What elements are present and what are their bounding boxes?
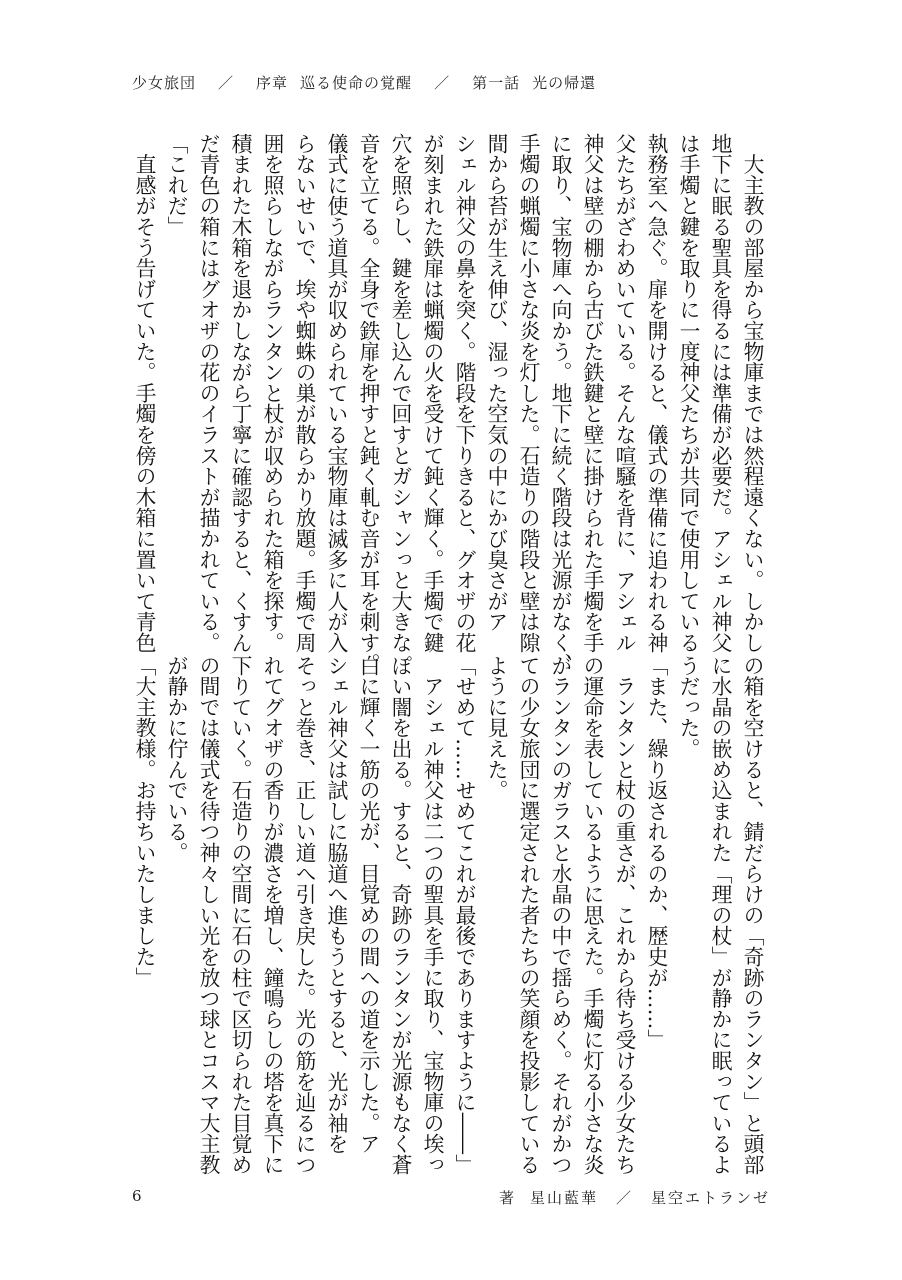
header-separator-1: ／ bbox=[218, 74, 235, 92]
text-line: 神父は壁の棚から古びた鉄鍵と壁に掛けられた手燭を手 bbox=[580, 133, 604, 653]
text-line: の間では儀式を待つ神々しい光を放つ球とコスマ大主教 bbox=[196, 655, 220, 1175]
episode-label: 第一話 bbox=[472, 74, 521, 92]
text-line: 「また、繰り返されるのか、歴史が……」 bbox=[644, 655, 668, 1051]
text-line: ぽい闇を出る。すると、奇跡のランタンが光源もなく蒼 bbox=[388, 655, 412, 1175]
text-line: は手燭と鍵を取りに一度神父たちが共同で使用している bbox=[676, 133, 700, 653]
text-line: ランタンと杖の重さが、これから待ち受ける少女たち bbox=[612, 655, 636, 1175]
text-line: 直感がそう告げていた。手燭を傍の木箱に置いて青色 bbox=[132, 133, 156, 653]
text-line: 「これだ」 bbox=[164, 133, 188, 237]
text-line: 囲を照らしながらランタンと杖が収められた箱を探す。 bbox=[260, 133, 284, 653]
text-line: らないせいで、埃や蜘蛛の巣が散らかり放題。手燭で周 bbox=[292, 133, 316, 653]
text-line: 音を立てる。全身で鉄扉を押すと鈍く軋む音が耳を刺す。 bbox=[356, 133, 380, 674]
body-text-bottom-block bbox=[128, 655, 768, 1175]
text-line: 儀式に使う道具が収められている宝物庫は滅多に人が入 bbox=[324, 133, 348, 653]
text-line: シェル神父は試しに脇道へ進もうとすると、光が袖を bbox=[324, 655, 348, 1155]
text-line: ように見えた。 bbox=[484, 655, 508, 801]
text-line: の運命を表しているように思えた。手燭に灯る小さな炎 bbox=[580, 655, 604, 1175]
episode-title: 光の帰還 bbox=[532, 74, 597, 92]
text-line: 間から苔が生え伸び、湿った空気の中にかび臭さがア bbox=[484, 133, 508, 633]
text-line: うだった。 bbox=[676, 655, 700, 759]
circle-name: 星空エトランゼ bbox=[650, 1189, 770, 1207]
chapter-title: 巡る使命の覚醒 bbox=[300, 74, 413, 92]
text-line: ての少女旅団に選定された者たちの笑顔を投影している bbox=[516, 655, 540, 1175]
text-line: シェル神父の鼻を突く。階段を下りきると、グオザの花 bbox=[452, 133, 476, 653]
author-name: 星山藍華 bbox=[529, 1189, 598, 1207]
text-line: 執務室へ急ぐ。扉を開けると、儀式の準備に追われる神 bbox=[644, 133, 668, 653]
text-line: 積まれた木箱を退かしながら丁寧に確認すると、くすん bbox=[228, 133, 252, 653]
text-line: 白に輝く一筋の光が、目覚めの間への道を示した。ア bbox=[356, 655, 380, 1155]
header-separator-2: ／ bbox=[434, 74, 451, 92]
text-line: 大主教の部屋から宝物庫までは然程遠くない。しかし bbox=[740, 133, 764, 653]
text-line: が静かに佇んでいる。 bbox=[164, 655, 188, 863]
text-line: の箱を空けると、錆だらけの「奇跡のランタン」と頭部 bbox=[740, 655, 764, 1175]
text-line: 下りていく。石造りの空間に石の柱で区切られた目覚め bbox=[228, 655, 252, 1175]
text-line: アシェル神父は二つの聖具を手に取り、宝物庫の埃っ bbox=[420, 655, 444, 1175]
chapter-label: 序章 bbox=[256, 74, 289, 92]
text-line: に取り、宝物庫へ向かう。地下に続く階段は光源がなく、 bbox=[548, 133, 572, 674]
text-line: だ青色の箱にはグオザの花のイラストが描かれている。 bbox=[196, 133, 220, 653]
text-line: 穴を照らし、鍵を差し込んで回すとガシャンっと大きな bbox=[388, 133, 412, 653]
text-line: 父たちがざわめいている。そんな喧騒を背に、アシェル bbox=[612, 133, 636, 653]
text-line: がランタンのガラスと水晶の中で揺らめく。それがかつ bbox=[548, 655, 572, 1175]
text-line: が刻まれた鉄扉は蝋燭の火を受けて鈍く輝く。手燭で鍵 bbox=[420, 133, 444, 653]
text-line: 「せめて……せめてこれが最後でありますように――」 bbox=[452, 655, 476, 1175]
text-line: 「大主教様。お持ちいたしました」 bbox=[132, 655, 156, 988]
text-line: れてグオザの香りが濃さを増し、鐘鳴らしの塔を真下に bbox=[260, 655, 284, 1175]
running-header bbox=[132, 72, 596, 93]
text-line: 地下に眠る聖具を得るには準備が必要だ。アシェル神父 bbox=[708, 133, 732, 653]
text-line: そっと巻き、正しい道へ引き戻した。光の筋を辿るにつ bbox=[292, 655, 316, 1175]
author-prefix: 著 bbox=[498, 1189, 516, 1207]
page-number: 6 bbox=[132, 1187, 142, 1205]
text-line: に水晶の嵌め込まれた「理の杖」が静かに眠っているよ bbox=[708, 655, 732, 1175]
author-credit bbox=[499, 1187, 770, 1208]
footer-separator: ／ bbox=[615, 1189, 633, 1207]
series-title: 少女旅団 bbox=[132, 74, 197, 92]
text-line: 手燭の蝋燭に小さな炎を灯した。石造りの階段と壁は隙 bbox=[516, 133, 540, 653]
body-text-top-block bbox=[128, 133, 768, 674]
